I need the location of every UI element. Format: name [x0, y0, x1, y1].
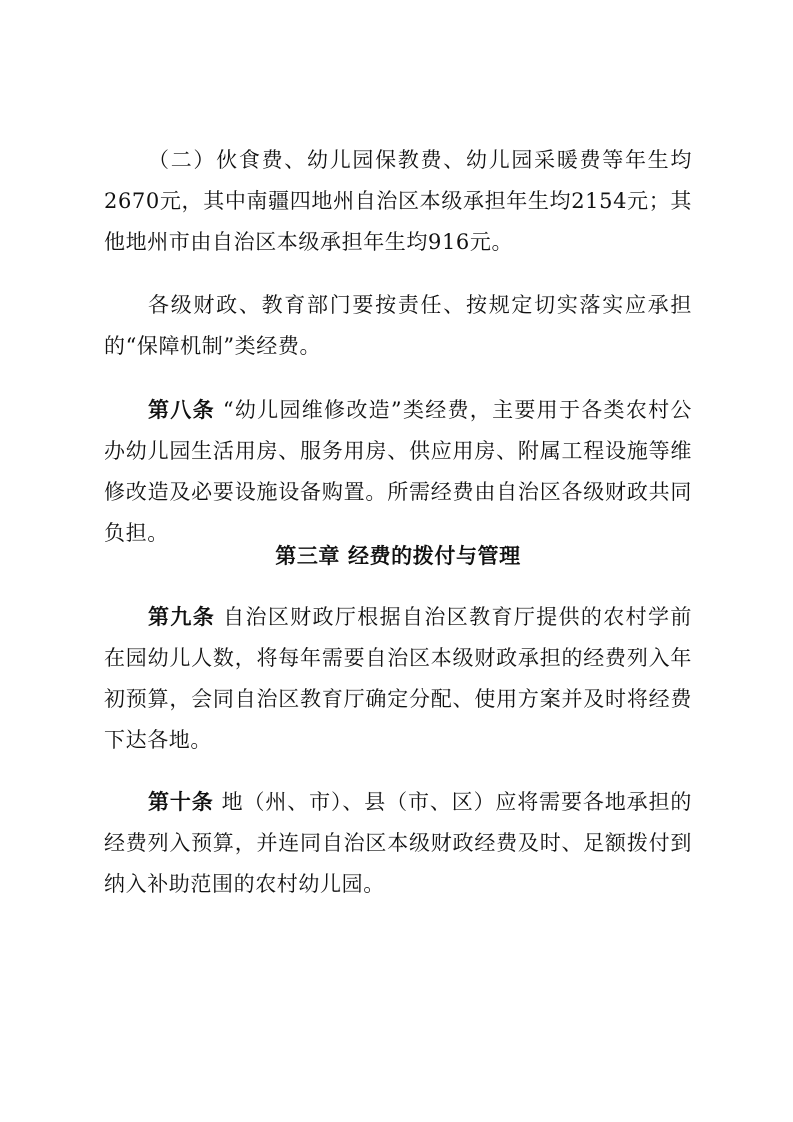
article-9-label: 第九条	[148, 605, 216, 629]
article-8	[104, 390, 692, 554]
article-8-label: 第八条	[148, 398, 215, 422]
paragraph-fees	[104, 140, 692, 263]
paragraph-responsibility-text: 各级财政、教育部门要按责任、按规定切实落实应承担的“保障机制”类经费。	[104, 293, 692, 358]
article-10-label: 第十条	[148, 790, 214, 814]
article-10-text: 地（州、市）、县（市、区）应将需要各地承担的经费列入预算，并连同自治区本级财政经费及时、足额拨付到纳入补助范围的农村幼儿园。	[104, 790, 692, 896]
paragraph-responsibility	[104, 285, 692, 367]
paragraph-fees-text: （二）伙食费、幼儿园保教费、幼儿园采暖费等年生均2670元，其中南疆四地州自治区本级承担年生均2154元；其他地州市由自治区本级承担年生均916元。	[104, 148, 692, 254]
article-9	[104, 597, 692, 761]
article-8-text: “幼儿园维修改造”类经费，主要用于各类农村公办幼儿园生活用房、服务用房、供应用房、附属工程设施等维修改造及必要设施设备购置。所需经费由自治区各级财政共同负担。	[104, 398, 692, 545]
article-9-text: 自治区财政厅根据自治区教育厅提供的农村学前在园幼儿人数，将每年需要自治区本级财政承担的经费列入年初预算，会同自治区教育厅确定分配、使用方案并及时将经费下达各地。	[104, 605, 692, 752]
chapter-3-heading: 第三章 经费的拨付与管理	[275, 544, 521, 568]
article-10	[104, 782, 692, 905]
